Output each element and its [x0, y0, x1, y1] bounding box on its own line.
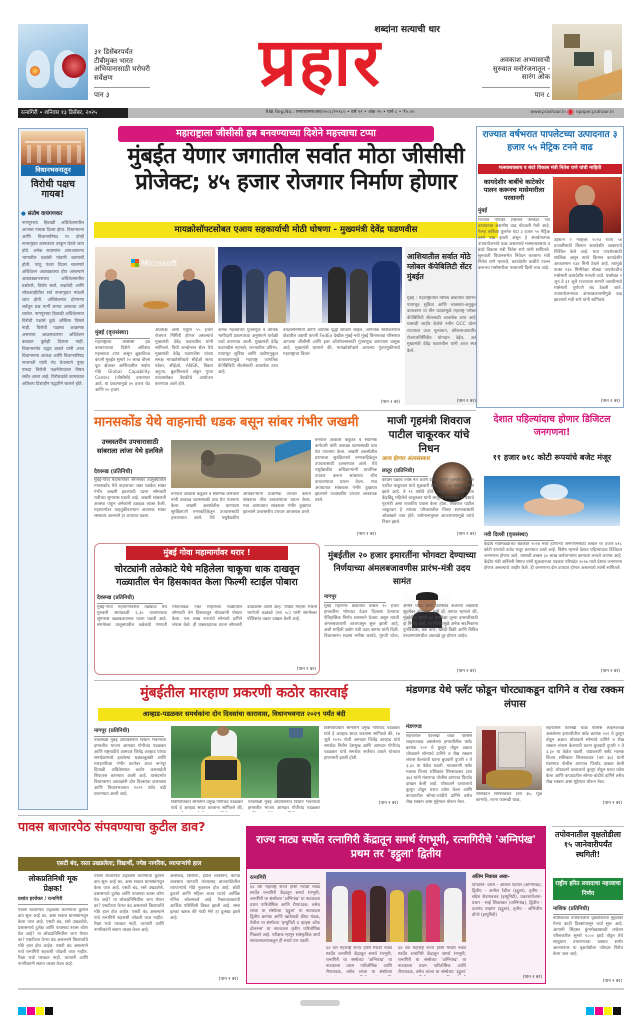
assault-photo-caption-2: पावसाळी मुंबई अधिवेशनात विधान भवनाच्या इमारतीत भाजप आमदार गोपीचंद पडळकर: [248, 800, 320, 811]
market-dateline: प्रशांत हरचेकर / रत्नागिरी: [18, 896, 88, 905]
drama-results-head: अंतिम निकाल असा-: [472, 874, 510, 880]
market-subhead: एसटी बंद, रस्ता उखडलेला; विद्यार्थी, ज्येष्ठ नागरिक, व्यापाऱ्यांचे हाल: [18, 857, 240, 871]
left-teaser-page: पान ३: [94, 87, 150, 100]
assault-continued[interactable]: (पान २ वर): [378, 801, 398, 806]
assembly-photo: [171, 726, 319, 798]
market-body-col-3: अलीकडे, किराणा, हॉटेल व्यवसाय, कापड व्यवसाय व्यापारी यांच्यासह बाजारपेठेतील व्यापाऱ्यांचे मोठे नुकसान होत आहे. छोटी दुकाने आणि महिला बचत गटांचे आर्थिक गणित कोलमडले आहे. रिक्षाचालकांची आर्थिक परिस्थिती बिकट झाली आहे. रस्ता इतका खराब की गाडी नेणे हा दुःस्वप्न झाले आहे.: [170, 874, 240, 921]
microsoft-meeting-photo: [95, 247, 215, 323]
assault-headline[interactable]: मुंबईतील मारहाण प्रकरणी कठोर कारवाई: [140, 685, 348, 701]
census-headline[interactable]: देशात पहिल्यांदाच होणार डिजिटल जनगणना!: [493, 414, 611, 438]
obit-dateline: लातूर (प्रतिनिधी): [382, 466, 428, 477]
assault-subhead: आव्हाड-पडळकर समर्थकांना दोन दिवसांचा कारावास, विधानभवनात २०२९ पर्यंत बंदी: [98, 708, 390, 721]
theft-continued[interactable]: (पान २ वर): [602, 801, 622, 806]
sidebar-section-label: विधानभवनातून: [21, 165, 85, 176]
footer-rule: [18, 988, 624, 990]
microsoft-logo-text: Microsoft: [141, 259, 178, 268]
lead-kicker: महाराष्ट्राला जीसीसी हब बनवण्याच्या दिशेने महत्त्वाचा टप्पा: [118, 126, 434, 142]
tree-continued[interactable]: (पान २ वर): [602, 979, 622, 984]
chain-body: मुंबई-गोवा महामार्गावरील तळेकांटे येथे गुरुवारी सायंकाळी ६.३० वाजण्याच्या सुमारास खळबळजनक घटना घडली आहे. संगमेश्वर तालुक्यातील तळेकांटे गणपती मंदिरजवळ एका महिलेच्या गळ्यातील सोन्याची चेन हिसकावून चोरट्यांनी पोबारा केला. एक लाख रुपयांचे सोन्याचे दागिने लंपास केले. ही धक्कादायक घटना सोमवारी उघडकीस आली आहे. पीडित महिला भारती भागोजी कळंबटे (वय ५८) यांनी संगमेश्वर पोलिसांत तक्रार दाखल केली आहे.: [97, 605, 317, 628]
left-teaser[interactable]: [18, 24, 148, 102]
chain-banner: मुंबई गोवा महामार्गावर थरार !: [126, 546, 288, 560]
lead-body-col-2: अप्रत्यक्ष अशी एकूण ५५ हजार रोजगार निर्मिती होणार असल्याचे मुख्यमंत्री देवेंद्र फडणवीस यांनी सांगितले. विधी कन्व्हेन्शन सेंटर येथे मुख्यमंत्री देवेंद्र फडणवीस यांच्या समक्ष मायक्रोसॉफ्टचे सीईओ सत्या नडेला, सीईओ, ANSR, विक्रम अहुजा, ब्रूकफिल्डचे अंकुर गुप्ता यांच्यासोबत बैठकीचे आयोजन करण्यात आले होते.: [155, 328, 213, 387]
cursor-icon: ◉: [567, 107, 574, 116]
market-body-col-1: पावस बाजारपेठ उद्ध्वस्त करण्याचा कुटील डाव सुरू आहे का, असा सवाल ग्रामस्थांमधून केला जात आहे. एसटी बंद, रस्ते उखडलेले, प्रशासनाचे दुर्लक्ष आणि पावसचा श्वास कोण घेत आहे? या लोकप्रतिनिधींना जाग येणार का? एसटीच्या फेऱ्या बंद असल्याने विद्यार्थ्यांचे मोठे हाल होत आहेत. एसटी बंद असल्याने गावे रत्नागिरी शहराशी जोडली जात नाहीत. रिक्षा भाडे परवडत नाही. व्यापारी आणि नागरिकांनी संताप व्यक्त केला आहे.: [18, 908, 88, 967]
right-teaser-text: अवकाश अभ्यासाची सुरुवात मनोरंजनातून - सारंग ओक: [492, 56, 550, 81]
census-subhead: ११ हजार ७१८ कोटी रूपयांचे बजेट मंजूर: [492, 453, 612, 462]
fish-headline[interactable]: राज्यात वर्षभरात पापलेटच्या उत्पादनात ३ हजार ५५ मेट्रिक टनने वाढ: [482, 130, 618, 153]
lead-headline[interactable]: मुंबईत येणार जगातील सर्वात मोठा जीसीसी प्रोजेक्ट; ४५ हजार रोजगार निर्माण होणार: [127, 144, 465, 195]
fish-side-head[interactable]: कायदेशीर बाबींचे काटेकोर पालन करूनच मासेमारीला परवानगी: [483, 178, 545, 202]
theft-body-col-2: शहरातील फारुखी चाळ पोलीस लाइनजवळ असलेल्या इमारतीतील फ्लॅट क्रमांक २०१ चे कुलूप तोडून अज्ञात चोरट्याने सोन्याचे दागिने व रोख रक्कम लंपास केल्याची घटना बुधवारी दुपारी २ ते ३.३० या वेळेत घडली. याप्रकरणी फ्लॅट मालक विजय शशिकांत शिरसाठकर (वय ३७) यांनी मंडणगड पोलीस ठाण्यात फिर्याद दाखल केली आहे. चोरट्याने दरवाजाचे कुलूप तोडून घरात प्रवेश केला आणि कपाटातील सोन्या-चांदीचे दागिने तसेच रोख रक्कम असा मुद्देमाल चोरून नेला.: [546, 726, 624, 785]
divider: [324, 545, 478, 546]
sambar-body-col-1: मुंबई-गोवा महामार्गावर संगमेश्वर तालुक्यातील मानसकोंड येथे वाहनाच्या जबर धडकेत सांबर गंभीर जखमी झाल्याची घटना सोमवारी रात्रीच्या सुमारास घडली आहे. जखमी सांबराची अवस्था पाहून अनेकांनी हळहळ व्यक्त केली. महामार्गावर वाहतुकीदरम्यान अचानक सांबर रस्त्यावर आल्याने हा अपघात घडला.: [94, 478, 166, 519]
assault-body-col-3: विशेषाधिकार समितीने प्रमुख गोपीचंद पडळकर यांचे हे आव्हाड सादर करताना सांगितले की, १७ जुलै २०२५ रोजी आमदार जितेंद्र आव्हाड यांचे समर्थक नितीन देशमुख आणि आमदार गोपीचंद पडळकर यांचे समर्थक सर्जेराव टकले यांच्यात हाणामारी झाली होती.: [324, 726, 400, 761]
theft-headline[interactable]: मंडणगड येथे फ्लॅट फोडून चोरट्याकडून दागिने व रोख रक्कम लंपास: [406, 685, 624, 710]
sidebar-author-name: संतोष वायंगणकर: [27, 211, 63, 217]
assault-photo-caption-1: विशेषाधिकार समितीने प्रमुख गोपीचंद पडळकर यांचे हे आव्हाड सादर करताना सांगितले की,: [171, 800, 243, 811]
divider: [94, 680, 624, 681]
drama-dateline: रत्नागिरी: [250, 873, 320, 884]
lead-body-col-3: अनेक महत्त्वाच्या गुंतवणूक व तांत्रिक भागीदारी प्रकल्पांच्या अनुषंगाने यावेळी चर्चा करण्यात आली. मुख्यमंत्री देवेंद्र फडणवीस म्हणाले, राज्यातील प्रतिभा, पायाभूत सुविधा आणि उद्योगानुकूल वातावरणामुळे महाराष्ट्र जागतिक कॅपेबिलिटी सेंटर्ससाठी आकर्षक ठरत आहे.: [218, 328, 278, 375]
left-teaser-text: ३१ डिसेंबरपर्यंत टीबीमुक्त भारत अभियानासाठी घरोघरी सर्वेक्षण: [94, 48, 150, 82]
epaper-link[interactable]: epaper.prahaar.in: [576, 110, 614, 115]
color-registration-right: [586, 1000, 622, 1018]
right-teaser[interactable]: [480, 24, 624, 102]
building-continued[interactable]: (पान २ वर): [456, 669, 476, 674]
sambar-photo: [171, 440, 311, 488]
lead-subhead: मायक्रोसॉफ्टसोबत एआय सहकार्याची मोठी घोषणा - मुख्यमंत्री देवेंद्र फडणवीस: [94, 222, 498, 238]
lead-dateline: मुंबई (वृत्तसंस्था): [95, 328, 150, 339]
tree-subhead: राष्ट्रीय हरित लवादाचा महत्त्वाचा निर्णय: [553, 878, 623, 900]
masthead-logo[interactable]: प्रहार: [259, 24, 382, 101]
drama-body: ६४ व्या महाराष्ट्र राज्य हौशी मराठी नाट्य स्पर्धेत रत्नागिरी केंद्रातून समर्थ रंगभूमी, रत्नागिरी या संस्थेच्या 'अग्निपंख' या नाटकाला प्रथम पारितोषिक आणि रौप्यपदक, तसेच लांजा या संस्थेच्या 'इट्ठुला' या नाटकाला द्वितीय क्रमांक आणि खाडेवाडी क्रीडा मंडळ, येथील या संस्थेच्या 'इम्युनिटी द व्हाइस ऑफ टॉलरन्स' या नाटकाला तृतीय पारितोषिक मिळाले आहे. परीक्षक म्हणून सांस्कृतिक कार्य संचालनालयाकडून ही स्पर्धा पार पडली.: [250, 885, 320, 944]
sambar-continued[interactable]: (पान २ वर): [356, 532, 376, 537]
obit-kicker: आज होणार अंत्यसंस्कार: [382, 456, 431, 462]
page-scroll-handle[interactable]: [300, 1000, 340, 1006]
obit-body: काँग्रेस पक्षाचे ज्येष्ठ नेते आणि देशाचे माजी गृहमंत्री शिवराज पाटील चाकूरकर यांचे शुक्रवारी सकाळी ६.३० वाजता निधन झाले आहे. ते ९१ वर्षांचे होते. लातूरच्या राजकारणाचा केंद्रबिंदू राहिलेले चाकूरकर यांनी लातूरचे नगराध्यक्ष ते देशाचे गृहमंत्री असा राजकीय प्रवास केला होता. शिवराज पाटील चाकूरकर हे त्यांच्या परिवारातील विनम्र स्वभावासाठी ओळखले जात होते. वयोमानानुसार आजारपणामुळे त्यांचे निधन झाले.: [382, 478, 474, 525]
drama-team-photo: [326, 872, 466, 942]
sidebar-author: [21, 209, 85, 217]
building-dateline: नागपूर: [324, 592, 386, 603]
color-registration-left: [18, 1000, 54, 1018]
market-headline[interactable]: पावस बाजारपेठ संपवण्याचा कुटील डाव?: [18, 819, 206, 834]
sambar-headline[interactable]: मानसकोंड येथे वाहनाची धडक बसून सांबर गंभीर जखमी: [94, 415, 359, 430]
lead-body-col-1: महाराष्ट्राला जीसीसी हब बनवण्याच्या दिशेने अतिशय महत्त्वाचा टप्पा असून ब्रूकफील्ड कंपनी मुंबईत सुमारे २० लाख चौरस फूट क्षेत्रावर आशियातील सर्वात मोठे Global Capability Center (जीसीसी) उभारणार आहे. या प्रकल्पामुळे ४५ हजार थेट आणि १० हजार: [95, 340, 150, 393]
lead-continued[interactable]: (पान २ वर): [380, 400, 400, 405]
website-link[interactable]: www.prashaar.in: [530, 110, 566, 115]
census-hand-photo: [484, 476, 620, 526]
census-body: केंद्रीय मंत्रिमंडळाच्या बैठकीत २०२७ मध्ये होणाऱ्या जनगणनेसाठी तब्बल ११ हजार ७१८ कोटी रुपयांचे बजेट मंजूर करण्यात आले आहे. विशेष म्हणजे देशात पहिल्यांदाच डिजिटल जनगणना होणार आहे. यासाठी तब्बल ३० लाख कर्मचाऱ्यांना कामाला लावले जाणार आहे. केंद्रीय मंत्री अश्विनी वैष्णव यांनी शुक्रवारच्या पत्रकार परिषदेत २०२७ मध्ये देशात जनगणना होणार असल्याचे जाहीर केले. ही जनगणना दोन टप्प्यात होणार असल्याचे त्यांनी सांगितले.: [484, 542, 622, 571]
tree-headline[interactable]: तपोवनातील वृक्षतोडीला १५ जानेवारीपर्यंत स्थगिती!: [555, 830, 621, 859]
drama-photo-caption-2: ६४ व्या महाराष्ट्र राज्य हौशी मराठी नाट्य स्पर्धेत रत्नागिरी केंद्रातून समर्थ रंगभूमी, रत्नागिरी या संस्थेच्या 'अग्निपंख' या नाटकाला प्रथम पारितोषिक आणि रौप्यपदक, तसेच लांजा या संस्थेच्या 'इट्ठुला': [398, 946, 466, 975]
edition-date: रत्नागिरी • शनिवार १३ डिसेंबर, २०२५: [18, 108, 128, 118]
bullet-icon: ●: [21, 211, 26, 217]
building-headline[interactable]: मुंबईतील २० हजार इमारतींना भोगवटा देण्याच्या निर्णयाच्या अंमलबजावणीस प्रारंभ-मंत्री उदय सामंत: [328, 551, 476, 587]
fish-body-col-2: उद्देशाने २ नोव्हेंबर २०२३ रोजी ५४ प्रजातींसाठी किमान कायदेशीर आकाराचे निश्चित केले आहे. यात पापलेटसाठी सात्विक असून त्यांचे किमान कायदेशीर आकारमान १३४ मिमी ठेवले आहे. त्यामुळे फक्त १३४ मिमीपेक्षा मोठ्या पापलेटचीच मासेमारी कायदेशीर मानली जाते. यासोबत १ जून ते ३१ जुलै राज्याच्या सागरी जलधीमध्ये मासेमारी पूर्णपणे बंद ठेवली जाते. उपाययोजनांच्या अंमलबजावणीमुळे वाढ झाल्याचे मंत्री राणे यांनी सांगितले.: [554, 238, 622, 303]
census-continued[interactable]: (पान २ वर): [600, 669, 620, 674]
drama-results: दिग्दर्शन- प्रथम - ओंकार पाटील (अग्निपंख), द्वितीय - अमोल रेडीज (इट्ठुला), तृतीय - संदेश शेडगावकर (इम्युनिटी), प्रकाशयोजना- प्रथम - साई शिवलकर (अग्निपंख), द्वितीय - दयानंद चव्हाण (इट्ठुला), तृतीय - अभिजीत डोंगरे (इम्युनिटी): [472, 883, 542, 918]
drama-continued[interactable]: (पान २ वर): [522, 975, 542, 980]
sambar-side-head[interactable]: उच्चस्तरीय उपचारासाठी सांबराला लांजा येथे हलविले: [96, 438, 164, 455]
market-body-col-2: पावस बाजारपेठ उद्ध्वस्त करण्याचा कुटील डाव सुरू आहे का, असा सवाल ग्रामस्थांमधून केला जात आहे. एसटी बंद, रस्ते उखडलेले, प्रशासनाचे दुर्लक्ष आणि पावसचा श्वास कोण घेत आहे? या लोकप्रतिनिधींना जाग येणार का? एसटीच्या फेऱ्या बंद असल्याने विद्यार्थ्यांचे मोठे हाल होत आहेत. एसटी बंद असल्याने गावे रत्नागिरी शहराशी जोडली जात नाहीत. रिक्षा भाडे परवडत नाही. व्यापारी आणि नागरिकांनी संताप व्यक्त केला आहे.: [94, 874, 164, 933]
minister-photo: [553, 177, 621, 233]
reg-info: RNI Reg.No.: एमएचएमएआर/२००८/२५९८० • वर्ष २२ • अंक २५ • पाने ८ • ₹५.००: [265, 110, 415, 115]
sambar-body-col-3: वनपाल आकाश कडूकर व स्थानिक कर्मचारी यांनी तत्काळ घटनास्थळी धाव घेत पंचनामा केला. जखमी अवस्थेतील प्राण्याला सुरक्षितपणे रुग्णवाहिकेतून उपचारासाठी हलवण्यात आले. येथे पशुवैद्यकीय अधिकाऱ्यांनी प्राथमिक उपचार करून सांबराचा जीव वाचवण्याचा प्रयत्न केला. मात्र अपघातात सांबराला गंभीर दुखापत झाल्याने उच्चस्तरीय उपचार आवश्यक ठरले.: [315, 438, 377, 503]
theft-photo-caption: शशिकांत शिरसाठकर (वय ३७, मूळ कामथे), राज्य फारुखी चाळ,: [476, 792, 542, 803]
obit-headline[interactable]: माजी गृहमंत्री शिवराज पाटील चाकूरकर यांचे निधन: [387, 415, 471, 455]
theft-body-col-1: शहरातील फारुखी चाळ पोलीस लाइनजवळ असलेल्या इमारतीतील फ्लॅट क्रमांक २०१ चे कुलूप तोडून अज्ञात चोरट्याने सोन्याचे दागिने व रोख रक्कम लंपास केल्याची घटना बुधवारी दुपारी २ ते ३.३० या वेळेत घडली. याप्रकरणी फ्लॅट मालक विजय शशिकांत शिरसाठकर (वय ३७) यांनी मंडणगड पोलीस ठाण्यात फिर्याद दाखल केली आहे. चोरट्याने दरवाजाचे कुलूप तोडून घरात प्रवेश केला आणि कपाटातील सोन्या-चांदीचे दागिने तसेच रोख रक्कम असा मुद्देमाल चोरून नेला.: [406, 734, 472, 805]
divider: [94, 410, 476, 411]
divider: [18, 815, 240, 816]
census-dateline: नवी दिल्ली (वृत्तसंस्था): [484, 530, 554, 541]
gcc-continued[interactable]: (पान २ वर): [456, 399, 476, 404]
obit-continued[interactable]: (पान २ वर): [456, 532, 476, 537]
drama-photo-caption-1: ६४ व्या महाराष्ट्र राज्य हौशी मराठी नाट्य स्पर्धेत रत्नागिरी केंद्रातून समर्थ रंगभूमी, रत्नागिरी या संस्थेच्या 'अग्निपंख' या नाटकाला प्रथम पारितोषिक आणि रौप्यपदक, तसेच लांजा या संस्थेच्या: [326, 946, 392, 975]
right-teaser-page: पान ८: [482, 87, 550, 100]
sidebar-title[interactable]: विरोधी पक्षच गायब!: [31, 179, 75, 200]
delegation-group-photo: [218, 247, 402, 323]
market-continued[interactable]: (पान २ वर): [218, 977, 238, 982]
chain-dateline: देवरूख (प्रतिनिधी): [97, 593, 163, 604]
burgled-flat-photo: [476, 726, 542, 790]
sambar-dateline: देवरूख (प्रतिनिधी): [94, 467, 166, 478]
chain-headline[interactable]: चोरट्यांनी तळेकांटे येथे महिलेला चाकूचा धाक दाखवून गळ्यातील चेन हिसकावत केला फिल्मी स्टाईल पोबारा: [114, 564, 300, 588]
market-side-head[interactable]: लोकप्रतिनिधी मूक प्रेक्षक!: [28, 874, 78, 893]
chain-continued[interactable]: (पान २ वर): [296, 667, 316, 672]
lead-body-col-4: तंत्रज्ञाननिर्मिती आणि आर्थिक वृद्धी साधली जाईल. जागतिक स्तरीकरणात क्षेत्रातील अग्रणी कंपनी FedEx देखील मुंबई-नवी मुंबई विमानतळ परिसरात आपल्या जीसीसी आणि इतर ऑपरेशन्ससाठी गुंतवणूक करण्यास उत्सुक आहे. मुख्यमंत्री म्हणाले की, मायक्रोसॉफ्टने आपल्या गुंतवणुकीमध्ये महाराष्ट्राचा विचार: [283, 328, 400, 357]
theft-dateline: मंडणगड: [406, 722, 472, 733]
tb-lungs-photo: [18, 24, 88, 100]
tree-body: नाशिकच्या तपोवनातील वृक्षतोडीच्या मुद्द्यावर गेल्या काही दिवसांपासून चर्चा सुरू आहे. आगामी सिंहस्थ कुंभमेळ्यासाठी तपोवन परिसरातील सुमारे १८०० झाडे तोडून तेथे साधुग्राम उभारण्याचा प्रस्ताव समोर आल्यानंतर या वृक्षतोडीला जोरदार विरोध केला जात आहे.: [553, 916, 623, 957]
sidebar-body: नागपूरच्या हिवाळी अधिवेशनातील आजचा पाचवा दिवस होता. विधानसभा आणि विधानपरिषद या दोन्ही सभागृहात कामकाज उरकून घेतले जात होते. अनेक सदस्यांना आपआपल्या भागातील प्रश्नांची मांडणी करायची होती. परंतु पंधरा दिवस चालणारे अधिवेशन आठवड्याचा होत असल्याने आठवड्याभराच्या अधिवेशनातील प्रश्नोत्तरे, विशेष चर्चा, लक्षवेधी आणि लोकशाहीतील सर्व सभागृहात मांडली जात होती. अधिवेशनात होणाऱ्या चर्चेतून प्रश्न मार्गी लागत असतात तरी चालेल. नागपूरच्या हिवाळी अधिवेशनात विरोधी पक्षाचे कुठे अस्तित्व दिसले नाही. विरोधी पक्षाचा आक्रमक असणारा आक्रमकपणा अधिवेशन काळात कुठेही दिसला नाही. विधानसभेत उद्धव ठाकरे यांनी आज विधानसभा अध्यक्ष आणि विधानपरिषद सभापती यांची भेट घेतल्याने पुन्हा एकदा विरोधी पक्षनेतेपदाचा विषय चर्चेत आला आहे. विरोधकांचे कामकाज अतिशय दिशाहीन पद्धतीने चालले होते.: [22, 221, 84, 387]
fish-continued[interactable]: (पान २ वर): [600, 399, 620, 404]
classroom-photo: [552, 24, 622, 100]
fish-body-col-1: राज्यात पापलेट (सिल्वर पॉम्फ्रेट) च्या उत्पादनात लक्षणीय वाढ नोंदवली गेली आहे. गेल्या वर्षीच्या तुलनेत यंदा ३ हजार ५५ मेट्रिक टनने वाढ झाली असून हे संवर्धनात्मक उपाययोजनांचे फळ असल्याचे मत्स्यव्यवसाय व बंदरे विकास मंत्री नितेश राणे यांनी सांगितले. सुरुवाती विधानसभेत निवेदन करताना मंत्री नितेश राणे म्हणाले, कायदेशीर बाबींचे पालन करूनच मासेमारीला परवानगी दिली जात आहे.: [478, 218, 550, 271]
sambar-body-col-2: वनपाल आकाश कडूकर व स्थानिक कर्मचारी यांनी तत्काळ घटनास्थळी धाव घेत पंचनामा केला. जखमी अवस्थेतील प्राण्याला सुरक्षितपणे रुग्णवाहिकेतून उपचारासाठी हलवण्यात आले. येथे पशुवैद्यकीय अधिकाऱ्यांनी प्राथमिक उपचार करून सांबराचा जीव वाचवण्याचा प्रयत्न केला. मात्र अपघातात सांबराला गंभीर दुखापत झाल्याने उच्चस्तरीय उपचार आवश्यक ठरले.: [171, 492, 311, 521]
fish-dateline: मुंबई: [478, 206, 548, 217]
assault-dateline: नागपूर (प्रतिनिधी): [94, 726, 164, 737]
drama-headline[interactable]: राज्य नाट्य स्पर्धेत रत्नागिरी केंद्रातून समर्थ रंगभूमी, रत्नागिरीचे 'अग्निपंख' प्रथम तर 'इट्ठुला' द्वितीय: [246, 826, 546, 869]
gcc-headline[interactable]: आशियातील सर्वात मोठे ग्लोबल कॅपेबिलिटी सेंटर मुंबईत: [407, 252, 472, 281]
gcc-body: मुंबई : महाराष्ट्रातील विविध क्षेत्रातील प्रतिभा, पायाभूत सुविधा आणि व्यवसाय-अनुकूल वातावरण या तीन घटकांमुळे महाराष्ट्र ग्लोबल कॅपेबिलिटी सेंटरसाठी आकर्षक ठरत आहे. यासाठी जाहीर केलेले नवीन GCC धोरण राज्याला उच्च मूल्यवान, कौशल्यआधारित रोजगारनिर्मितीत योगदान देईल, असे मुख्यमंत्री देवेंद्र फडणवीस यांनी आज स्पष्ट केले.: [407, 296, 477, 354]
building-body: मुंबई महानगर क्षेत्रातील तब्बल २० हजार इमारतींना भोगवटा देऊन दिलासा देण्याचा ऐतिहासिक निर्णय शासनाने घेतला असून त्याची अंमलबजावणी आजपासून सुरू झाली आहे, अशी माहिती उद्योग मंत्री उदय सामंत यांनी दिली. विधानसभा सदस्य मनीषा कायंदे, मुरजी पटेल, अमीन पटेल यांनी उपस्थित केलेल्या लक्षवेधी सूचनेवर बोलताना मंत्री डॉ. सामंत म्हणाले की, मुंबईतील सुमारे ५० वर्षांपेक्षा जुन्या इमारतींसाठी हा निर्णय आहे. या निर्णयामुळे अनेक सदनिकांना पुनर्विकास, बँक कर्ज, खरेदी-विक्री आणि विविध परवानग्यांमधील अडथळे दूर होणार आहेत.: [324, 604, 478, 639]
vidhan-bhavan-photo: [21, 131, 85, 165]
divider: [552, 826, 624, 827]
masthead-tagline: शब्दांना सत्याची धार: [374, 25, 440, 35]
fish-subhead: मत्स्यव्यवसाय व बंदरे विकास मंत्री नितेश राणे यांची माहिती: [478, 164, 622, 174]
tree-dateline: नाशिक (प्रतिनिधी): [553, 904, 623, 915]
assault-body: पावसाळी मुंबई अधिवेशनात विधान भवनाच्या इमारतीत भाजप आमदार गोपीचंद पडळकर आणि राष्ट्रवादीचे आमदार जितेंद्र आव्हाड यांच्या समर्थकांमध्ये झालेल्या धक्काबुक्की आणि मारहाणीच्या गंभीर घटनेवर आज नागपूर हिवाळी अधिवेशनात कठोर कारवाईची शिफारस करण्यात आली आहे. यासंदर्भात विधानसभा अध्यक्षांनी दोन दिवसांचा कारावास आणि विधानभवनात २०२९ पर्यंत बंदी घालण्यात आली आहे.: [94, 738, 166, 797]
